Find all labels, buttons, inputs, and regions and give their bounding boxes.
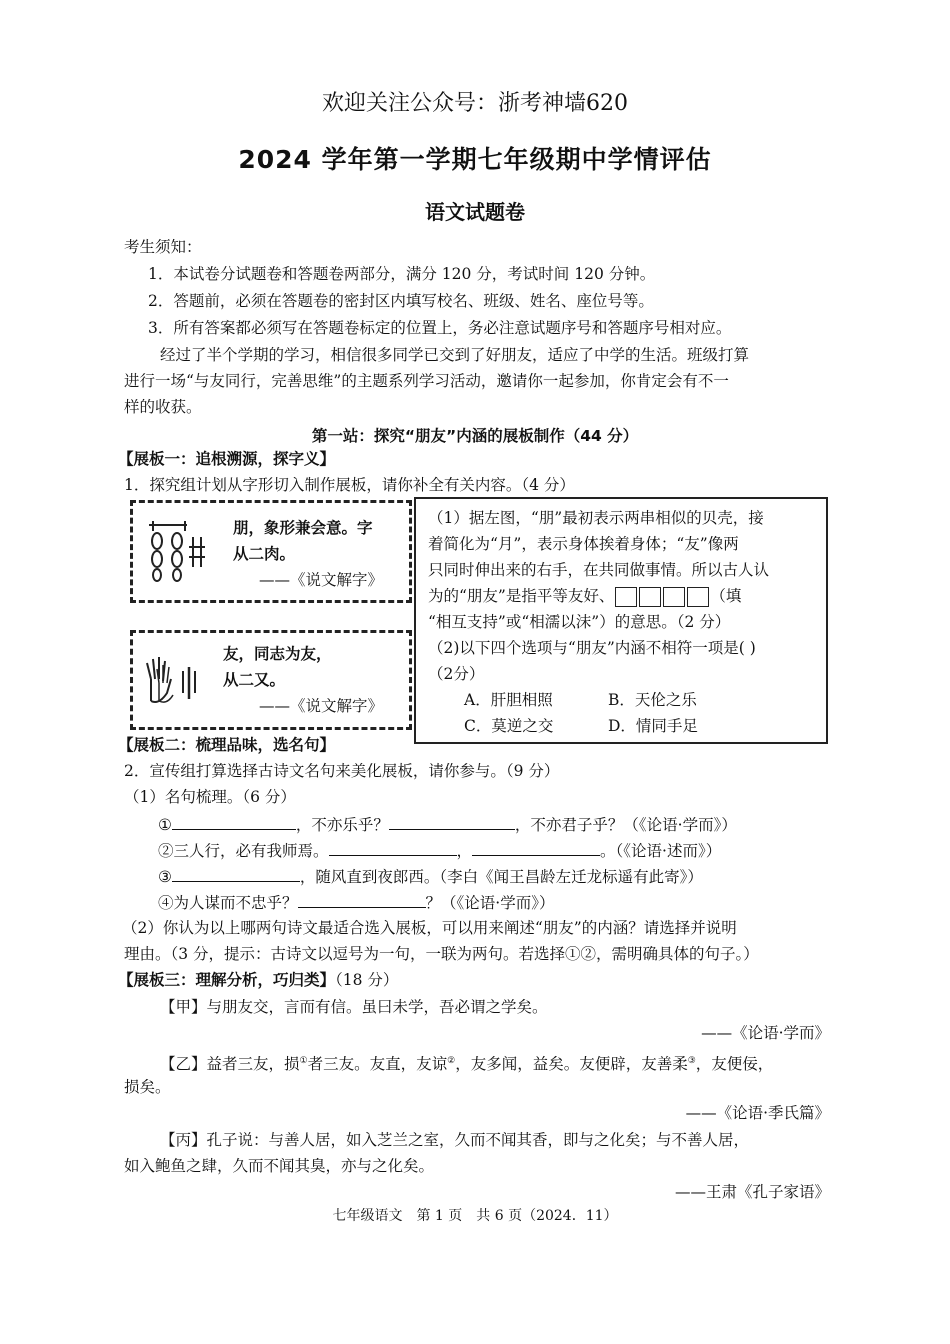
fill-text: ，不亦君子乎？（《论语·学而》）	[514, 816, 737, 834]
fill-text: ，随风直到夜郎西。（李白《闻王昌龄左迁龙标遥有此寄》）	[299, 868, 703, 886]
yi-text: ，友多闻，益矣。友便辟，友善柔	[455, 1055, 688, 1074]
intro-line: 经过了半个学期的学习，相信很多同学已交到了好朋友，适应了中学的生活。班级打算	[160, 346, 750, 364]
explain-line-4-start: 为的“朋友”是指平等友好、	[428, 587, 615, 605]
exam-title: 2024 学年第一学期七年级期中学情评估	[238, 145, 712, 174]
panel3-score: （18 分）	[335, 971, 399, 989]
question-2-sub1: （1）名句梳理。（6 分）	[124, 788, 296, 806]
option-b[interactable]: B．天伦之乐	[608, 691, 697, 709]
yi-text: 【乙】益者三友，损	[160, 1055, 300, 1074]
notice-item: 1．本试卷分试题卷和答题卷两部分，满分 120 分，考试时间 120 分钟。	[148, 265, 656, 283]
answer-box-1[interactable]	[615, 587, 637, 607]
text-bing-cont: 如入鲍鱼之肆，久而不闻其臭，亦与之化矣。	[124, 1157, 435, 1175]
fill-label: ①	[158, 816, 172, 834]
you-source: ——《说文解字》	[259, 697, 384, 715]
option-d[interactable]: D．情同手足	[608, 717, 698, 735]
text-yi-cont: 损矣。	[124, 1078, 171, 1096]
intro-line: 样的收获。	[124, 398, 202, 416]
fill-line-2	[158, 841, 721, 860]
fill-line-3	[158, 867, 703, 886]
yi-text: 者三友。友直，友谅	[307, 1055, 448, 1074]
you-line: 从二又。	[223, 671, 286, 689]
peng-line: 朋，象形兼会意。字	[233, 519, 373, 537]
blank-3[interactable]	[329, 841, 457, 856]
panel3-title: 【展板三：理解分析，巧归类】	[118, 971, 336, 989]
fill-line-1	[158, 815, 737, 834]
answer-box-2[interactable]	[639, 587, 661, 607]
explain-score: （2分）	[428, 665, 485, 683]
footnote-1: ①	[299, 1056, 308, 1066]
question-2: 2．宣传组打算选择古诗文名句来美化展板，请你参与。（9 分）	[124, 762, 560, 780]
blank-1[interactable]	[172, 815, 296, 830]
fill-text: ，不亦乐乎？	[295, 816, 389, 834]
notice-heading: 考生须知：	[124, 238, 202, 256]
option-c[interactable]: C．莫逆之交	[464, 717, 554, 735]
text-yi-source: ——《论语·季氏篇》	[685, 1104, 830, 1122]
answer-box-4[interactable]	[687, 587, 709, 607]
blank-5[interactable]	[172, 867, 300, 882]
explain-line: 着简化为“月”，表示身体挨着身体；“友”像两	[428, 535, 739, 553]
intro-line: 进行一场“与友同行，完善思维”的主题系列学习活动，邀请你一起参加，你肯定会有不一	[124, 372, 729, 390]
fill-text: ，	[456, 842, 473, 860]
text-jia: 【甲】与朋友交，言而有信。虽曰未学，吾必谓之学矣。	[160, 998, 548, 1016]
exam-subtitle: 语文试题卷	[425, 200, 525, 224]
peng-source: ——《说文解字》	[259, 571, 384, 589]
option-a[interactable]: A．肝胆相照	[464, 691, 553, 709]
peng-line: 从二肉。	[233, 545, 296, 563]
fill-text: ？（《论语·学而》）	[425, 894, 555, 912]
fill-label-3-icon: ③	[158, 868, 172, 886]
text-bing: 【丙】孔子说：与善人居，如入芝兰之室，久而不闻其香，即与之化矣；与不善人居，	[160, 1131, 750, 1149]
blank-4[interactable]	[472, 841, 600, 856]
footnote-2: ②	[447, 1056, 456, 1066]
watermark-text: 欢迎关注公众号：浙考神墙620	[322, 91, 628, 116]
question-2-sub2-cont: 理由。（3 分，提示：古诗文以逗号为一句，一联为两句。若选择①②，需明确具体的句子。）	[124, 945, 759, 963]
fill-text: ②三人行，必有我师焉。	[158, 842, 329, 860]
peng-ancient-glyph-icon	[145, 519, 207, 583]
peng-definition-box	[130, 500, 412, 603]
fill-line-4	[158, 893, 554, 912]
question-1-explanation-box	[414, 497, 828, 744]
fill-text: 。（《论语·述而》）	[600, 842, 722, 860]
notice-item: 2．答题前，必须在答题卷的密封区内填写校名、班级、姓名、座位号等。	[148, 292, 654, 310]
explain-line	[428, 587, 741, 607]
blank-2[interactable]	[389, 815, 515, 830]
yi-text: ，友便佞，	[695, 1055, 774, 1074]
you-definition-box	[130, 630, 412, 730]
question-1: 1．探究组计划从字形切入制作展板，请你补全有关内容。（4 分）	[124, 476, 575, 494]
you-line: 友，同志为友，	[223, 645, 332, 663]
explain-subquestion: （2)以下四个选项与“朋友”内涵不相符一项是( )	[428, 639, 756, 657]
notice-item: 3．所有答案都必须写在答题卷标定的位置上，务必注意试题序号和答题序号相对应。	[148, 319, 732, 337]
you-ancient-glyph-icon	[145, 653, 203, 707]
panel3-heading	[118, 971, 398, 989]
question-2-sub2: （2）你认为以上哪两句诗文最适合选入展板，可以用来阐述“朋友”的内涵？请选择并说明	[122, 919, 737, 937]
blank-6[interactable]	[298, 893, 426, 908]
explain-line: 只同时伸出来的右手，在共同做事情。所以古人认	[428, 561, 770, 579]
page-footer: 七年级语文 第 1 页 共 6 页（2024．11）	[332, 1208, 618, 1224]
answer-box-3[interactable]	[663, 587, 685, 607]
text-yi	[160, 1052, 773, 1073]
section1-title: 第一站：探究“朋友”内涵的展板制作（44 分）	[311, 427, 639, 445]
explain-line: “相互支持”或“相濡以沫”）的意思。（2 分）	[428, 613, 731, 631]
explain-line-4-end: （填	[710, 587, 742, 605]
footnote-3: ③	[687, 1056, 696, 1066]
panel1-heading: 【展板一：追根溯源，探字义】	[118, 450, 336, 468]
text-bing-source: ——王肃《孔子家语》	[674, 1183, 830, 1201]
panel2-heading: 【展板二：梳理品味，选名句】	[118, 736, 336, 754]
explain-line: （1）据左图，“朋”最初表示两串相似的贝壳，接	[428, 509, 764, 527]
fill-text: ④为人谋而不忠乎？	[158, 894, 298, 912]
text-jia-source: ——《论语·学而》	[701, 1024, 830, 1042]
